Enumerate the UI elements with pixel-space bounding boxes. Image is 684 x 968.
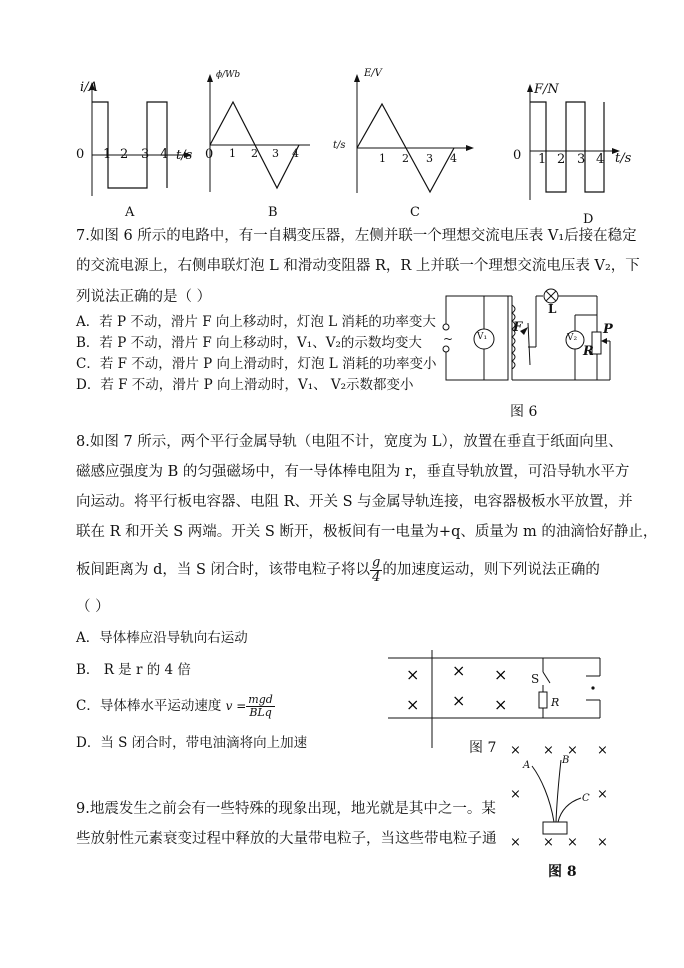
svg-text:×: × <box>543 835 554 848</box>
graph-d <box>510 82 650 207</box>
graph-c <box>335 68 485 198</box>
graph-d-tick-4: 4 <box>596 152 605 167</box>
graph-c-tick-2: 2 <box>402 152 409 165</box>
graph-b-tick-3: 3 <box>272 147 279 160</box>
fig6-p-label: P <box>603 322 613 337</box>
q9-line-2: 些放射性元素衰变过程中释放的大量带电粒子，当这些带电粒子通 <box>76 831 497 847</box>
graph-c-ylabel: E/V <box>364 68 382 79</box>
svg-text:×: × <box>510 835 521 848</box>
graph-d-xlabel: t/s <box>615 151 632 166</box>
fig7-switch-label: S <box>531 672 540 686</box>
svg-text:×: × <box>510 743 521 758</box>
graph-a-tick-4: 4 <box>160 147 169 162</box>
svg-text:×: × <box>406 695 420 714</box>
fig8-track-b-label: B <box>562 755 570 766</box>
source-terminal <box>443 324 449 330</box>
svg-text:×: × <box>567 835 578 848</box>
graph-a-caption: A <box>125 205 135 220</box>
svg-text:×: × <box>597 743 608 758</box>
graph-d-caption: D <box>583 212 594 227</box>
track-a <box>532 766 554 822</box>
graph-b <box>195 70 325 200</box>
fig8-caption: 图 8 <box>548 864 577 880</box>
fig6-caption: 图 6 <box>510 404 538 420</box>
graph-d-ylabel: F/N <box>534 82 559 97</box>
graph-b-tick-1: 1 <box>229 147 236 160</box>
fraction-numerator: g <box>372 554 381 570</box>
source-terminal <box>443 346 449 352</box>
fig6-r-label: R <box>583 344 594 359</box>
q8-option-c-text: C．导体棒水平运动速度 <box>76 698 222 714</box>
svg-text:×: × <box>567 743 578 758</box>
force-curve <box>530 102 604 192</box>
q8-line-5-after: 的加速度运动，则下列说法正确的 <box>382 562 600 578</box>
graph-d-tick-1: 1 <box>538 152 547 167</box>
fig6-f-label: F <box>513 320 523 335</box>
graph-d-tick-3: 3 <box>577 152 586 167</box>
velocity-numerator: mgd <box>248 693 273 706</box>
q8-line-2: 磁感应强度为 B 的匀强磁场中，有一导体棒电阻为 r，垂直导轨放置，可沿导轨水平方 <box>76 464 630 480</box>
fig6-lamp-label: L <box>548 302 557 316</box>
graph-c-tick-1: 1 <box>379 152 386 165</box>
svg-text:×: × <box>597 787 608 802</box>
svg-text:×: × <box>452 661 466 680</box>
svg-text:×: × <box>494 695 508 714</box>
q8-option-a: A．导体棒应沿导轨向右运动 <box>76 630 248 646</box>
resistor-r <box>539 692 547 708</box>
graph-b-caption: B <box>268 205 278 220</box>
q7-option-d: D．若 F 不动，滑片 P 向上滑动时，V₁、 V₂示数都变小 <box>76 377 414 393</box>
graph-b-tick-4: 4 <box>292 147 299 160</box>
fig6-source-label: ~ <box>443 332 454 346</box>
graph-a-xlabel: t/s <box>176 148 193 163</box>
svg-text:×: × <box>494 665 508 684</box>
q8-paren: （ ） <box>76 599 110 615</box>
svg-text:×: × <box>406 665 420 684</box>
radioactive-source <box>543 822 567 834</box>
q8-line-4: 联在 R 和开关 S 两端。开关 S 断开，极板间有一电量为+q、质量为 m 的油滴恰好静止， <box>76 524 658 540</box>
graph-c-caption: C <box>410 205 420 220</box>
q8-line-3: 向运动。将平行板电容器、电阻 R、开关 S 与金属导轨连接，电容器极板水平放置，并 <box>76 494 633 510</box>
graph-d-tick-2: 2 <box>557 152 566 167</box>
q8-option-b: B． R 是 r 的 4 倍 <box>76 662 191 678</box>
acceleration-fraction <box>370 556 382 585</box>
q7-option-b: B．若 P 不动，滑片 F 向上移动时，V₁、V₂的示数均变大 <box>76 335 422 351</box>
figure-6-circuit <box>440 285 620 390</box>
graph-a-tick-1: 1 <box>103 147 112 162</box>
q8-line-1: 8.如图 7 所示，两个平行金属导轨（电阻不计，宽度为 L），放置在垂直于纸面向里、 <box>76 434 623 450</box>
graph-d-origin: 0 <box>513 148 522 163</box>
graph-a-tick-3: 3 <box>141 147 150 162</box>
fig8-track-c-label: C <box>582 793 590 804</box>
svg-text:×: × <box>510 787 521 802</box>
velocity-denominator: BLq <box>249 706 272 719</box>
fig6-v1-label: V₁ <box>477 332 488 342</box>
track-c <box>558 798 581 822</box>
svg-text:×: × <box>597 835 608 848</box>
q7-line-2: 的交流电源上，右侧串联灯泡 L 和滑动变阻器 R，R 上并联一个理想交流电压表 V₂，下 <box>76 258 640 274</box>
fig7-caption: 图 7 <box>469 740 497 756</box>
graph-b-origin: 0 <box>205 147 214 162</box>
slider-f-arrow <box>528 323 530 365</box>
velocity-lhs: v = <box>225 699 247 713</box>
figure-7-rails <box>386 650 606 750</box>
fig7-resistor-label: R <box>551 696 560 709</box>
graph-a-ylabel: i/A <box>80 80 98 95</box>
switch-s <box>543 672 550 683</box>
q7-line-3: 列说法正确的是（ ） <box>76 289 212 305</box>
oil-drop <box>591 686 594 689</box>
graph-c-tick-3: 3 <box>426 152 433 165</box>
graph-a-tick-2: 2 <box>120 147 129 162</box>
q8-option-c <box>76 690 275 722</box>
track-b <box>556 760 561 822</box>
graph-b-tick-2: 2 <box>251 147 258 160</box>
q8-line-5-before: 板间距离为 d，当 S 闭合时，该带电粒子将以 <box>76 562 371 578</box>
svg-text:×: × <box>543 743 554 758</box>
q7-option-a: A．若 P 不动，滑片 F 向上移动时，灯泡 L 消耗的功率变大 <box>76 314 436 330</box>
fig6-v2-label: V₂ <box>567 333 578 343</box>
q7-line-1: 7.如图 6 所示的电路中，有一自耦变压器，左侧并联一个理想交流电压表 V₁后接在稳定 <box>76 228 637 244</box>
graph-c-tick-4: 4 <box>450 152 457 165</box>
q7-option-c: C．若 F 不动，滑片 P 向上滑动时，灯泡 L 消耗的功率变小 <box>76 356 437 372</box>
figure-8-field <box>505 738 615 848</box>
q9-line-1: 9.地震发生之前会有一些特殊的现象出现，地光就是其中之一。某 <box>76 801 496 817</box>
current-curve <box>92 102 167 188</box>
fig8-track-a-label: A <box>523 760 531 771</box>
q8-line-5 <box>76 552 600 588</box>
svg-text:×: × <box>452 691 466 710</box>
graph-b-ylabel: ϕ/Wb <box>216 70 241 80</box>
fraction-denominator: 4 <box>372 569 381 585</box>
graph-c-xlabel: t/s <box>333 140 346 151</box>
q8-option-d: D．当 S 闭合时，带电油滴将向上加速 <box>76 735 308 751</box>
velocity-fraction <box>246 694 275 719</box>
graph-a-origin: 0 <box>76 147 85 162</box>
